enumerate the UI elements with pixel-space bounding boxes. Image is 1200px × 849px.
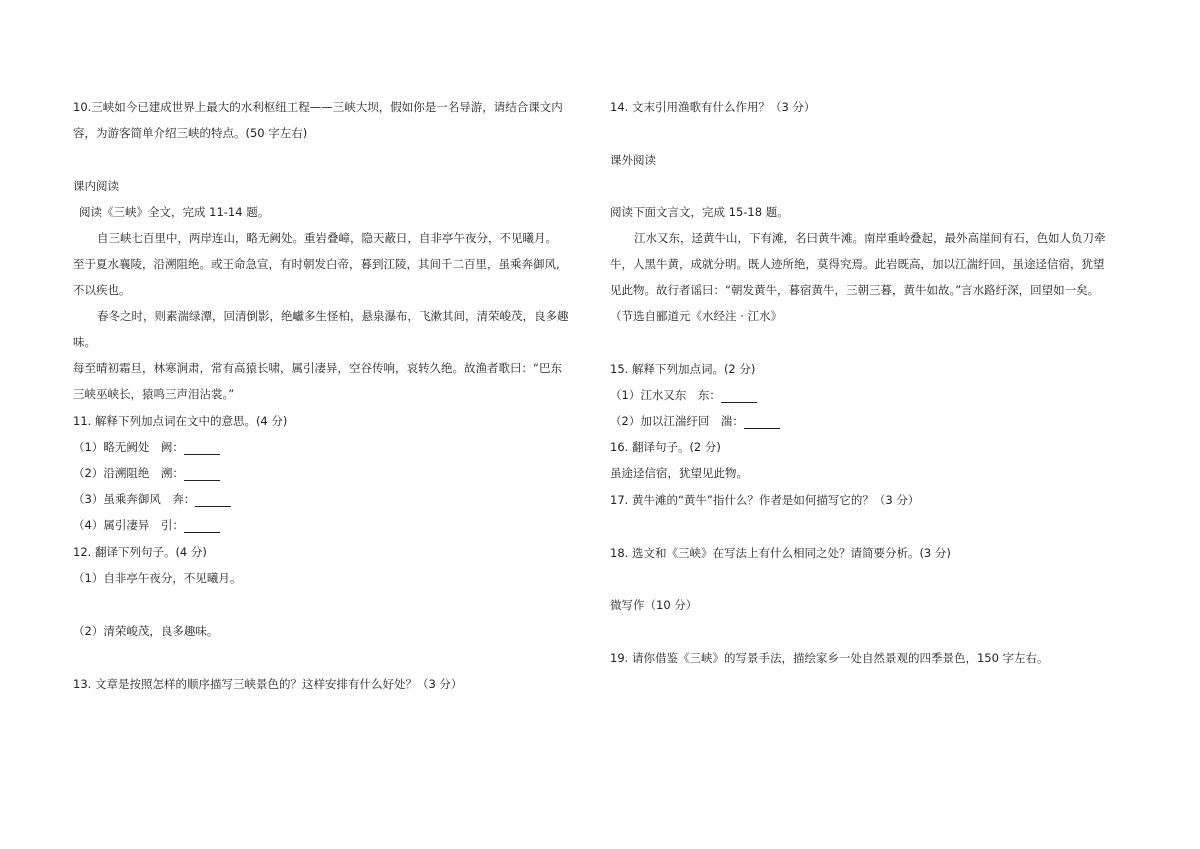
question-16-sentence: 虽途迳信宿，犹望见此物。 xyxy=(610,466,748,480)
item-text: （2）沿溯阻绝 溯： xyxy=(73,466,184,480)
question-19: 19. 请你借鉴《三峡》的写景手法，描绘家乡一处自然景观的四季景色，150 字左右。 xyxy=(610,651,1049,665)
section-heading-in-class-reading: 课内阅读 xyxy=(73,179,119,193)
reading-instruction: 阅读下面文言文，完成 15-18 题。 xyxy=(610,205,789,219)
answer-blank[interactable] xyxy=(184,520,220,533)
question-10-line2: 容，为游客简单介绍三峡的特点。(50 字左右) xyxy=(73,126,308,140)
passage-line2: 牛，人黑牛黄，成就分明。既人迹所绝，莫得究焉。此岩既高，加以江湍纡回，虽途迳信宿，犹望 xyxy=(610,257,1105,271)
passage-para2-line1: 春冬之时，则素湍绿潭，回清倒影，绝巘多生怪柏，悬泉瀑布，飞漱其间，清荣峻茂，良多趣 xyxy=(97,309,569,323)
passage-para1-line1: 自三峡七百里中，两岸连山，略无阙处。重岩叠嶂，隐天蔽日，自非亭午夜分，不见曦月。 xyxy=(97,231,557,245)
question-14: 14. 文末引用渔歌有什么作用？（3 分） xyxy=(610,100,816,114)
passage-line3: 见此物。故行者谣曰：“朝发黄牛，暮宿黄牛，三朝三暮，黄牛如故。”言水路纡深，回望如一矣。 xyxy=(610,283,1100,297)
reading-instruction: 阅读《三峡》全文，完成 11-14 题。 xyxy=(79,205,270,219)
passage-line1: 江水又东，迳黄牛山，下有滩，名曰黄牛滩。南岸重岭叠起，最外高崖间有石，色如人负刀牵 xyxy=(634,231,1106,245)
question-13: 13. 文章是按照怎样的顺序描写三峡景色的？这样安排有什么好处？（3 分） xyxy=(73,677,463,691)
question-15-item2 xyxy=(610,413,780,429)
answer-blank[interactable] xyxy=(721,390,757,403)
passage-para3-line2: 三峡巫峡长，猿鸣三声泪沾裳。” xyxy=(73,387,235,401)
section-heading-micro-writing: 微写作（10 分） xyxy=(610,598,698,612)
item-text: （3）虽乘奔御风 奔： xyxy=(73,492,196,506)
passage-source: （节选自郦道元《水经注 · 江水》 xyxy=(610,309,782,323)
question-11-item2 xyxy=(73,465,220,481)
question-15: 15. 解释下列加点词。(2 分) xyxy=(610,362,756,376)
answer-blank[interactable] xyxy=(184,442,220,455)
question-10-line1: 10.三峡如今已建成世界上最大的水利枢纽工程——三峡大坝，假如你是一名导游，请结合课文内 xyxy=(73,100,563,114)
question-18: 18. 选文和《三峡》在写法上有什么相同之处？请简要分析。(3 分) xyxy=(610,546,951,560)
question-12-item1: （1）自非亭午夜分，不见曦月。 xyxy=(73,571,242,585)
question-12-item2: （2）清荣峻茂，良多趣味。 xyxy=(73,624,219,638)
answer-blank[interactable] xyxy=(744,416,780,429)
item-text: （2）加以江湍纡回 湍： xyxy=(610,414,744,428)
passage-para3-line1: 每至晴初霜旦，林寒涧肃，常有高猿长啸，属引凄异，空谷传响，哀转久绝。故渔者歌曰：“巴东 xyxy=(73,361,562,375)
question-11-item4 xyxy=(73,517,220,533)
question-12: 12. 翻译下列句子。(4 分) xyxy=(73,545,207,559)
passage-para2-line2: 味。 xyxy=(73,335,96,349)
passage-para1-line2: 至于夏水襄陵，沿溯阻绝。或王命急宣，有时朝发白帝，暮到江陵，其间千二百里，虽乘奔御风, xyxy=(73,257,560,271)
answer-blank[interactable] xyxy=(195,494,231,507)
question-11-item1 xyxy=(73,439,220,455)
item-text: （1）略无阙处 阙： xyxy=(73,440,184,454)
answer-blank[interactable] xyxy=(184,468,220,481)
item-text: （1）江水又东 东： xyxy=(610,388,721,402)
question-11: 11. 解释下列加点词在文中的意思。(4 分) xyxy=(73,414,288,428)
question-16: 16. 翻译句子。(2 分) xyxy=(610,440,721,454)
question-11-item3 xyxy=(73,491,231,507)
section-heading-extracurricular-reading: 课外阅读 xyxy=(610,153,656,167)
item-text: （4）属引凄异 引： xyxy=(73,518,184,532)
question-15-item1 xyxy=(610,387,757,403)
question-17: 17. 黄牛滩的“黄牛”指什么？作者是如何描写它的？（3 分） xyxy=(610,493,920,507)
passage-para1-line3: 不以疾也。 xyxy=(73,283,131,297)
